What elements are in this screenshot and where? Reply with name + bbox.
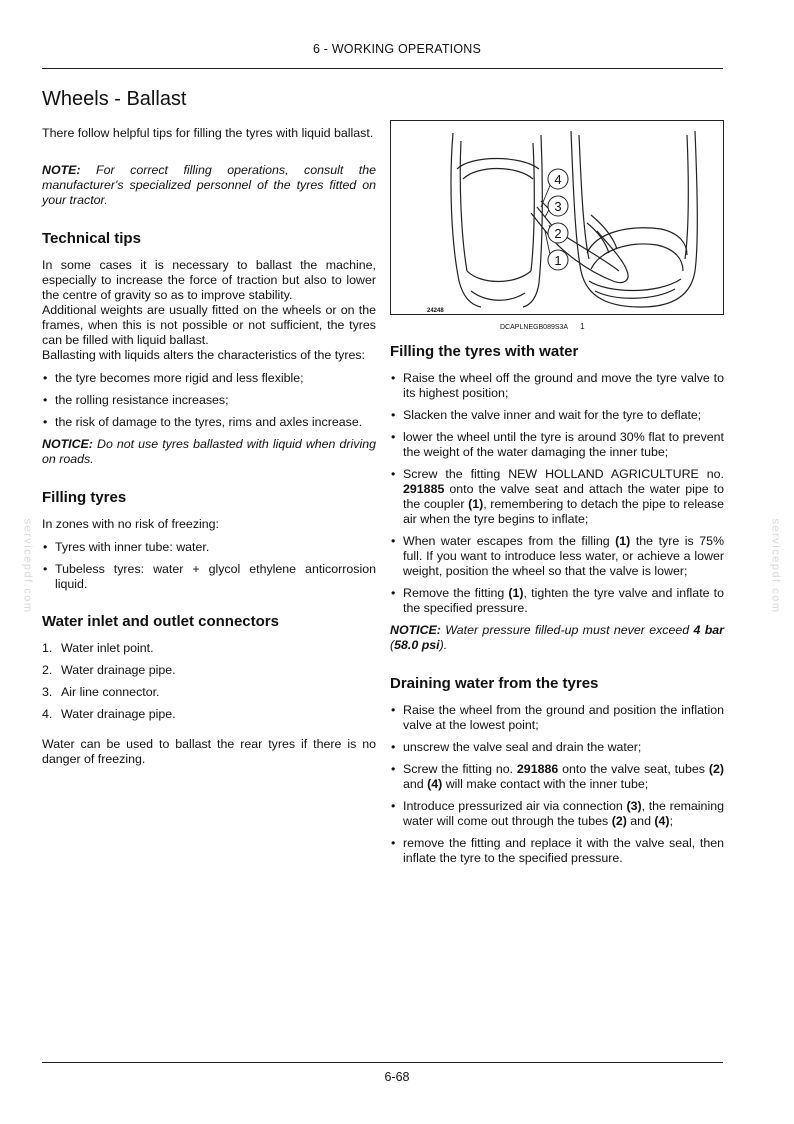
page-number: 6-68 — [384, 1070, 410, 1084]
item-text: Water inlet point. — [61, 641, 154, 655]
figure-reference: DCAPLNEGB089S3A — [500, 324, 569, 331]
left-column — [42, 86, 376, 767]
list-item: • Raise the wheel from the ground and position the inflation valve at the lowest point; — [390, 703, 724, 733]
list-item: • Screw the fitting no. 291886 onto the valve seat, tubes (2) and (4) will make contact with the inner tube; — [390, 762, 724, 792]
list-item — [42, 685, 376, 700]
tyre-characteristics-list — [42, 371, 376, 430]
list-item: • Raise the wheel off the ground and move the tyre valve to its highest position; — [390, 371, 724, 401]
callout-label-2: 2 — [554, 226, 562, 241]
callout-reference: (3) — [626, 799, 642, 813]
note-label: NOTE: — [42, 163, 81, 177]
callout-reference: (4) — [427, 777, 443, 791]
notice-label: NOTICE: — [42, 437, 93, 451]
note-text: For correct filling operations, consult the manufacturer's specialized personnel of the tyres fitted on your tractor. — [42, 163, 376, 207]
callout-reference: (1) — [615, 534, 631, 548]
filling-tyres-heading: Filling tyres — [42, 489, 127, 506]
callout-reference: (1) — [468, 497, 484, 511]
page-title: Wheels - Ballast — [42, 88, 187, 110]
list-item: • Screw the fitting NEW HOLLAND AGRICULTURE no. 291885 onto the valve seat and attach the water pipe to the coupler (1), remembering to detach the pipe to release air when the tyre begins to inflate; — [390, 467, 724, 527]
road-notice — [42, 437, 376, 467]
item-number: 4. — [42, 707, 53, 721]
list-item: • unscrew the valve seal and drain the water; — [390, 740, 724, 755]
tyre-illustration — [391, 121, 723, 314]
list-item: • the rolling resistance increases; — [42, 393, 376, 408]
list-item: • remove the fitting and replace it with the valve seal, then inflate the tyre to the specified pressure. — [390, 836, 724, 866]
callout-label-1: 1 — [554, 253, 562, 268]
right-column — [390, 120, 724, 873]
running-header: 6 - WORKING OPERATIONS — [312, 42, 482, 56]
pressure-bar: 4 bar — [693, 623, 724, 637]
list-item: • the tyre becomes more rigid and less flexible; — [42, 371, 376, 386]
callout-reference: (1) — [508, 586, 524, 600]
pressure-notice: NOTICE: Water pressure filled-up must never exceed 4 bar (58.0 psi). — [390, 623, 724, 652]
pressure-psi: 58.0 psi — [394, 638, 440, 652]
tyre-valve-figure — [390, 120, 724, 315]
list-item: • lower the wheel until the tyre is around 30% flat to prevent the weight of the water damaging the inner tube; — [390, 430, 724, 460]
list-item: • Tubeless tyres: water + glycol ethylene anticorrosion liquid. — [42, 562, 376, 592]
list-item: • the risk of damage to the tyres, rims and axles increase. — [42, 415, 376, 430]
watermark-right: servicepdf.com — [769, 518, 782, 614]
intro-note — [42, 163, 376, 208]
list-item: • Tyres with inner tube: water. — [42, 540, 376, 555]
footer-rule — [42, 1062, 723, 1063]
watermark-left: servicepdf.com — [21, 518, 34, 614]
header-rule — [42, 68, 723, 69]
filling-tyres-list — [42, 540, 376, 592]
item-number: 2. — [42, 663, 53, 677]
list-item: • Introduce pressurized air via connection (3), the remaining water will come out through the tubes (2) and (4); — [390, 799, 724, 829]
draining-list — [390, 703, 724, 866]
figure-number: 1 — [580, 322, 585, 331]
notice-label: NOTICE: — [390, 623, 441, 637]
list-item: • Remove the fitting (1), tighten the tyre valve and inflate to the specified pressure. — [390, 586, 724, 616]
connectors-closing: Water can be used to ballast the rear tyres if there is no danger of freezing. — [42, 737, 376, 766]
technical-tips-paragraph-2: Additional weights are usually fitted on the wheels or on the frames, when this is not possible or not sufficient, the tyres can be filled with liquid ballast. — [42, 303, 376, 347]
list-item — [42, 641, 376, 656]
part-number: 291886 — [516, 762, 559, 776]
technical-tips-heading: Technical tips — [42, 230, 141, 247]
list-item — [42, 707, 376, 722]
list-item: • When water escapes from the filling (1) the tyre is 75% full. If you want to introduce less water, or achieve a lower weight, position the wheel so that the valve is lower; — [390, 534, 724, 579]
filling-water-heading: Filling the tyres with water — [390, 343, 579, 360]
figure-caption — [390, 319, 724, 335]
callout-label-3: 3 — [554, 199, 562, 214]
callout-label-4: 4 — [554, 172, 562, 187]
item-text: Water drainage pipe. — [61, 707, 176, 721]
intro-paragraph: There follow helpful tips for filling the tyres with liquid ballast. — [42, 126, 374, 140]
callout-reference: (4) — [654, 814, 670, 828]
list-item — [42, 663, 376, 678]
item-text: Water drainage pipe. — [61, 663, 176, 677]
callout-reference: (2) — [611, 814, 627, 828]
filling-tyres-intro: In zones with no risk of freezing: — [42, 517, 219, 531]
technical-tips-paragraph-1: In some cases it is necessary to ballast the machine, especially to increase the force of traction but also to lower the centre of gravity so as to improve stability. — [42, 258, 376, 302]
notice-text: Do not use tyres ballasted with liquid when driving on roads. — [42, 437, 376, 466]
connectors-list — [42, 641, 376, 722]
callout-reference: (2) — [708, 762, 724, 776]
figure-code: 24248 — [427, 308, 444, 314]
item-number: 1. — [42, 641, 53, 655]
part-number: 291885 — [403, 482, 445, 496]
item-number: 3. — [42, 685, 53, 699]
connectors-heading: Water inlet and outlet connectors — [42, 613, 279, 630]
draining-heading: Draining water from the tyres — [390, 675, 599, 692]
filling-water-list — [390, 371, 724, 616]
technical-tips-paragraph-3: Ballasting with liquids alters the characteristics of the tyres: — [42, 348, 365, 362]
list-item: • Slacken the valve inner and wait for the tyre to deflate; — [390, 408, 724, 423]
item-text: Air line connector. — [61, 685, 160, 699]
